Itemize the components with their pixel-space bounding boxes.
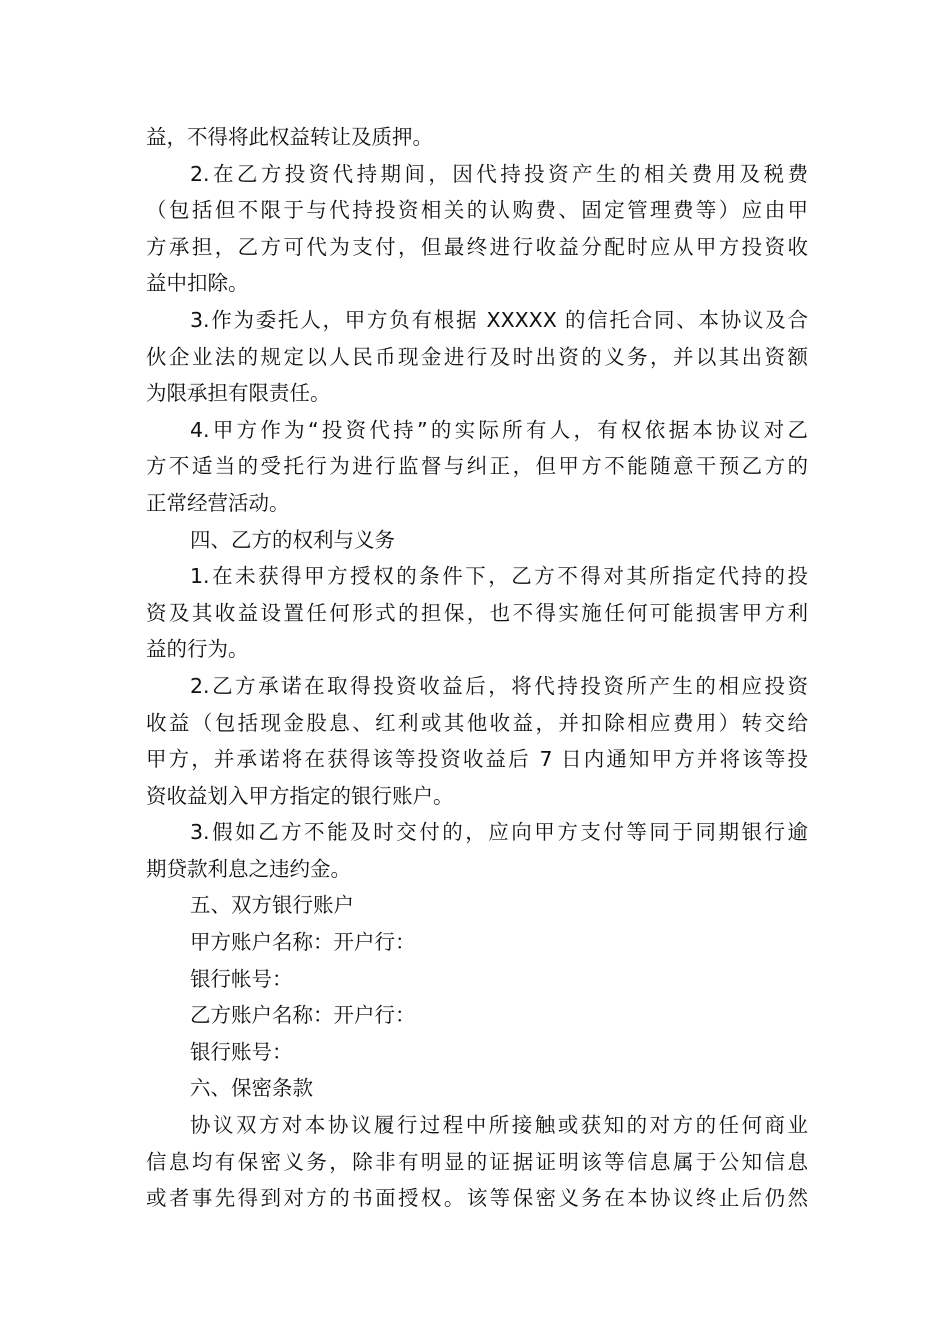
text-line: 或者事先得到对方的书面授权。该等保密义务在本协议终止后仍然 xyxy=(146,1186,808,1211)
text-line: 益的行为。 xyxy=(146,637,249,662)
text-line: 2.在乙方投资代持期间，因代持投资产生的相关费用及税费 xyxy=(190,161,808,186)
text-line: 乙方账户名称：开户行： xyxy=(190,1003,416,1028)
text-line: 伙企业法的规定以人民币现金进行及时出资的义务，并以其出资额 xyxy=(146,344,808,369)
text-line: 四、乙方的权利与义务 xyxy=(190,527,395,552)
text-line: （包括但不限于与代持投资相关的认购费、固定管理费等）应由甲 xyxy=(146,198,808,223)
text-line: 3.作为委托人，甲方负有根据 XXXXX 的信托合同、本协议及合 xyxy=(190,307,808,332)
text-line: 收益（包括现金股息、红利或其他收益，并扣除相应费用）转交给 xyxy=(146,710,808,735)
text-line: 1.在未获得甲方授权的条件下，乙方不得对其所指定代持的投 xyxy=(190,564,808,589)
text-line: 4.甲方作为“投资代持”的实际所有人，有权依据本协议对乙 xyxy=(190,417,808,442)
text-line: 协议双方对本协议履行过程中所接触或获知的对方的任何商业 xyxy=(190,1113,808,1138)
text-line: 银行账号： xyxy=(190,1039,293,1064)
text-line: 六、保密条款 xyxy=(190,1076,313,1101)
text-line: 资收益划入甲方指定的银行账户。 xyxy=(146,783,454,808)
text-line: 甲方账户名称：开户行： xyxy=(190,930,416,955)
text-line: 为限承担有限责任。 xyxy=(146,381,331,406)
text-line: 方不适当的受托行为进行监督与纠正，但甲方不能随意干预乙方的 xyxy=(146,454,808,479)
text-line: 甲方，并承诺将在获得该等投资收益后 7 日内通知甲方并将该等投 xyxy=(146,747,808,772)
text-line: 3.假如乙方不能及时交付的，应向甲方支付等同于同期银行逾 xyxy=(190,820,808,845)
text-line: 五、双方银行账户 xyxy=(190,893,354,918)
text-line: 银行帐号： xyxy=(190,966,293,991)
text-line: 正常经营活动。 xyxy=(146,490,290,515)
text-line: 期贷款利息之违约金。 xyxy=(146,856,351,881)
text-line: 益中扣除。 xyxy=(146,271,249,296)
text-line: 信息均有保密义务，除非有明显的证据证明该等信息属于公知信息 xyxy=(146,1149,808,1174)
text-line: 益，不得将此权益转让及质押。 xyxy=(146,125,433,149)
text-line: 方承担，乙方可代为支付，但最终进行收益分配时应从甲方投资收 xyxy=(146,234,808,259)
text-line: 2.乙方承诺在取得投资收益后，将代持投资所产生的相应投资 xyxy=(190,673,808,698)
document-body xyxy=(146,119,808,1217)
text-line: 资及其收益设置任何形式的担保，也不得实施任何可能损害甲方利 xyxy=(146,600,808,625)
